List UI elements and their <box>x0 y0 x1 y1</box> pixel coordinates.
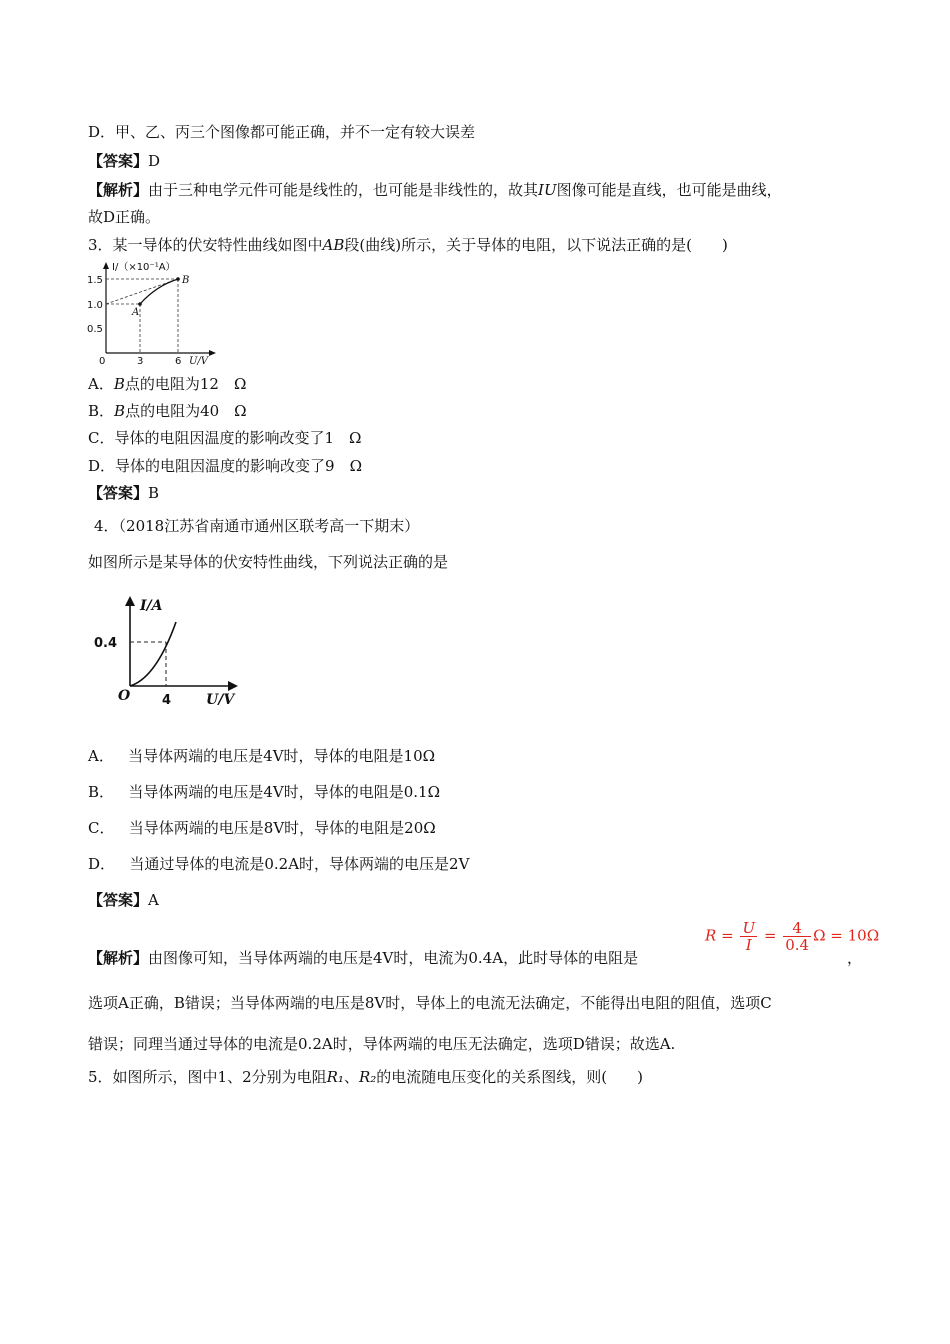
q4-option-b: B． 当导体两端的电压是4V时，导体的电阻是0.1Ω <box>88 783 441 801</box>
point-b-label: B <box>182 275 190 286</box>
x-tick-4: 4 <box>162 693 172 708</box>
q4-option-d: D． 当通过导体的电流是0.2A时，导体两端的电压是2V <box>88 855 470 873</box>
resistance-formula <box>705 920 879 953</box>
q4-option-c: C． 当导体两端的电压是8V时，导体的电阻是20Ω <box>88 819 436 837</box>
q4-header: 4．（2018江苏省南通市通州区联考高一下期末） <box>94 517 420 535</box>
x-tick-6: 6 <box>175 356 182 367</box>
answer-value: D <box>148 152 161 170</box>
formula-eq1: = <box>721 926 734 945</box>
analysis-label: 【解析】 <box>88 181 149 199</box>
q3-iu-graph <box>86 260 226 368</box>
answer-label: 【答案】 <box>88 152 149 170</box>
y-tick-0-5: 0.5 <box>87 324 103 335</box>
q3-option-a: A．B点的电阻为12 Ω <box>88 375 247 393</box>
x-tick-3: 3 <box>137 356 144 367</box>
q3-stem <box>88 235 728 255</box>
y-axis-arrow <box>125 596 135 606</box>
q5-stem: 5．如图所示，图中1、2分别为电阻R₁、R₂的电流随电压变化的关系图线，则( ) <box>88 1068 643 1086</box>
q4-option-a: A． 当导体两端的电压是4V时，导体的电阻是10Ω <box>88 747 436 765</box>
y-tick-1-5: 1.5 <box>87 275 103 286</box>
x-axis-label: U/V <box>189 356 209 367</box>
curve-ab <box>140 279 178 304</box>
q4-analysis-line1-end: ， <box>847 949 863 967</box>
q2-analysis-line2: 故D正确。 <box>88 208 161 226</box>
q3-stem-prefix: 3．某一导体的伏安特性曲线如图中 <box>88 236 323 254</box>
q3-answer: 【答案】B <box>88 484 160 502</box>
analysis-iu: IU <box>538 181 557 199</box>
formula-frac-values: $\frac{4}{0.4}$ <box>785 919 810 954</box>
y-axis-label: I/A <box>140 598 163 614</box>
x-axis-arrow <box>228 681 238 691</box>
point-b-dot <box>176 277 180 281</box>
analysis-text: 由于三种电学元件可能是线性的，也可能是非线性的，故其 <box>148 181 539 199</box>
point-a-dot <box>138 302 142 306</box>
analysis-text-tail: 图像可能是直线，也可能是曲线， <box>556 181 782 199</box>
q4-analysis-line1: 【解析】由图像可知，当导体两端的电压是4V时，电流为0.4A，此时导体的电阻是 <box>88 949 639 967</box>
y-tick-1-0: 1.0 <box>87 300 103 311</box>
iu-curve <box>130 622 176 686</box>
x-tick-0: 0 <box>99 356 106 367</box>
formula-lhs: R <box>705 926 717 945</box>
q3-stem-suffix: 段(曲线)所示，关于导体的电阻，以下说法正确的是( ) <box>344 236 728 254</box>
origin-label: O <box>118 688 131 704</box>
y-axis-label: I/（×10⁻¹A） <box>112 262 176 273</box>
point-a-label: A <box>132 307 140 318</box>
q2-analysis-line1 <box>88 180 782 200</box>
q3-option-d: D．导体的电阻因温度的影响改变了9 Ω <box>88 457 363 475</box>
formula-rhs: Ω = 10Ω <box>813 926 880 945</box>
q3-option-b: B．B点的电阻为40 Ω <box>88 402 247 420</box>
x-axis-label: U/V <box>206 692 235 708</box>
q4-iu-graph <box>90 592 250 714</box>
q3-option-c: C．导体的电阻因温度的影响改变了1 Ω <box>88 429 362 447</box>
y-axis-arrow <box>103 262 109 269</box>
q4-analysis-line3: 错误；同理当通过导体的电流是0.2A时，导体两端的电压无法确定，选项D错误；故选A. <box>88 1035 676 1053</box>
q4-answer: 【答案】A <box>88 891 159 909</box>
x-axis-arrow <box>209 350 216 356</box>
q4-analysis-line2: 选项A正确，B错误；当导体两端的电压是8V时，导体上的电流无法确定，不能得出电阻的阻值，选项C <box>88 994 772 1012</box>
y-tick-0-4: 0.4 <box>94 636 118 651</box>
q4-stem: 如图所示是某导体的伏安特性曲线，下列说法正确的是 <box>88 553 449 571</box>
formula-frac-ui: $\frac{U}{I}$ <box>742 919 756 954</box>
q2-answer <box>88 151 160 171</box>
q2-option-d: D．甲、乙、丙三个图像都可能正确，并不一定有较大误差 <box>88 123 476 141</box>
formula-eq2: = <box>763 926 777 945</box>
q3-stem-ab: AB <box>322 236 345 254</box>
